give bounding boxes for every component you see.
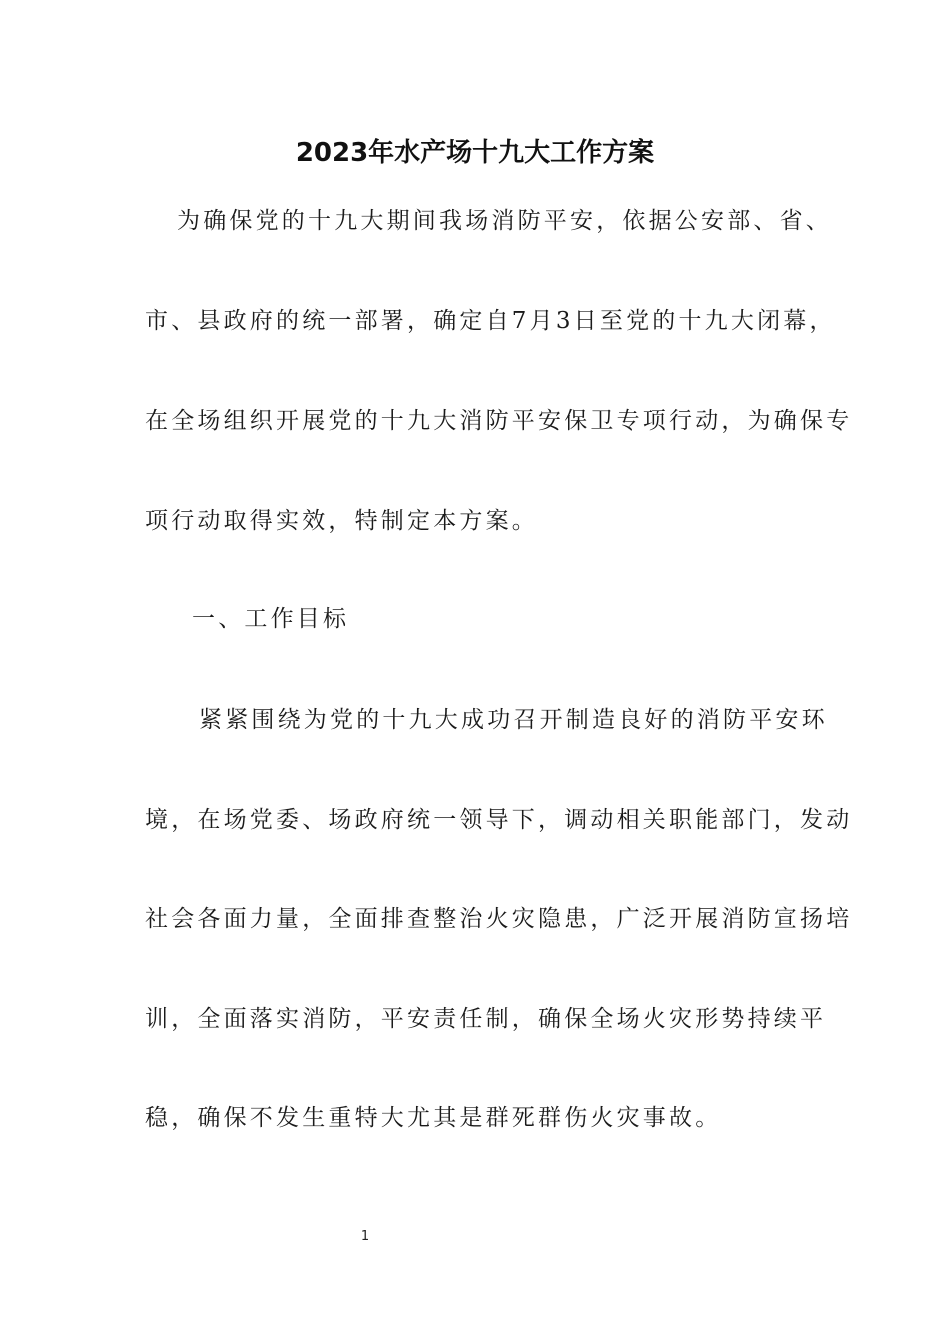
paragraph-2-line-1: 紧紧围绕为党的十九大成功召开制造良好的消防平安环: [199, 707, 828, 733]
paragraph-2-line-2: 境，在场党委、场政府统一领导下，调动相关职能部门，发动: [145, 807, 853, 833]
paragraph-2-line-3: 社会各面力量，全面排查整治火灾隐患，广泛开展消防宣扬培: [145, 906, 853, 932]
paragraph-1-line-4: 项行动取得实效，特制定本方案。: [145, 508, 538, 534]
paragraph-2-line-5: 稳，确保不发生重特大尤其是群死群伤火灾事故。: [145, 1105, 722, 1131]
paragraph-1-line-3: 在全场组织开展党的十九大消防平安保卫专项行动，为确保专: [145, 408, 853, 434]
paragraph-1-line-1: 为确保党的十九大期间我场消防平安，依据公安部、省、: [177, 208, 832, 234]
document-title: 2023年水产场十九大工作方案: [295, 138, 655, 168]
section-heading-work-goals: 一、工作目标: [192, 606, 350, 632]
paragraph-2-line-4: 训，全面落实消防，平安责任制，确保全场火灾形势持续平: [145, 1006, 827, 1032]
page-number: 1: [360, 1229, 370, 1244]
paragraph-1-line-2: 市、县政府的统一部署，确定自7月3日至党的十九大闭幕，: [145, 308, 836, 334]
